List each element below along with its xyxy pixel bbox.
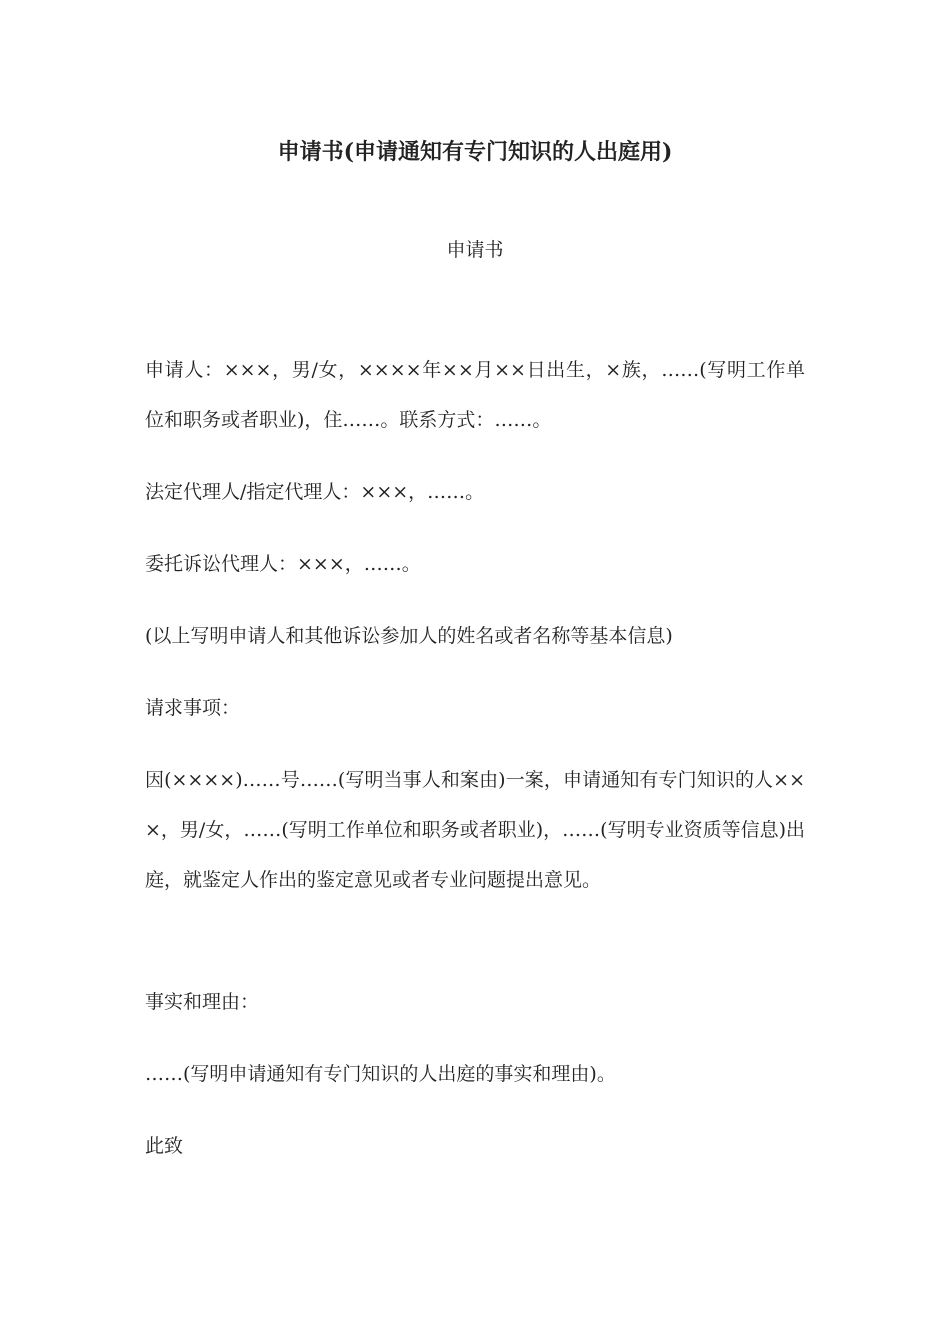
document-subtitle: 申请书 <box>446 239 504 261</box>
participants-note: (以上写明申请人和其他诉讼参加人的姓名或者名称等基本信息) <box>145 625 673 647</box>
closing-salutation: 此致 <box>145 1135 184 1157</box>
facts-content: ……(写明申请通知有专门知识的人出庭的事实和理由)。 <box>145 1063 616 1085</box>
document-title: 申请书(申请通知有专门知识的人出庭用) <box>277 139 673 165</box>
facts-heading: 事实和理由： <box>145 991 260 1013</box>
request-content: 因(××××)……号……(写明当事人和案由)一案，申请通知有专门知识的人×××，男/女，……(写明工作单位和职务或者职业)，……(写明专业资质等信息)出庭，就鉴定人作出的鉴定意见或者专业问题提出意见。 <box>145 769 805 891</box>
entrusted-agent-paragraph: 委托诉讼代理人：×××，……。 <box>145 553 421 575</box>
applicant-paragraph: 申请人：×××，男/女，××××年××月××日出生，×族，……(写明工作单位和职务或者职业)，住……。联系方式：……。 <box>145 359 805 431</box>
legal-representative-paragraph: 法定代理人/指定代理人：×××，……。 <box>145 481 485 503</box>
request-heading: 请求事项： <box>145 697 241 719</box>
